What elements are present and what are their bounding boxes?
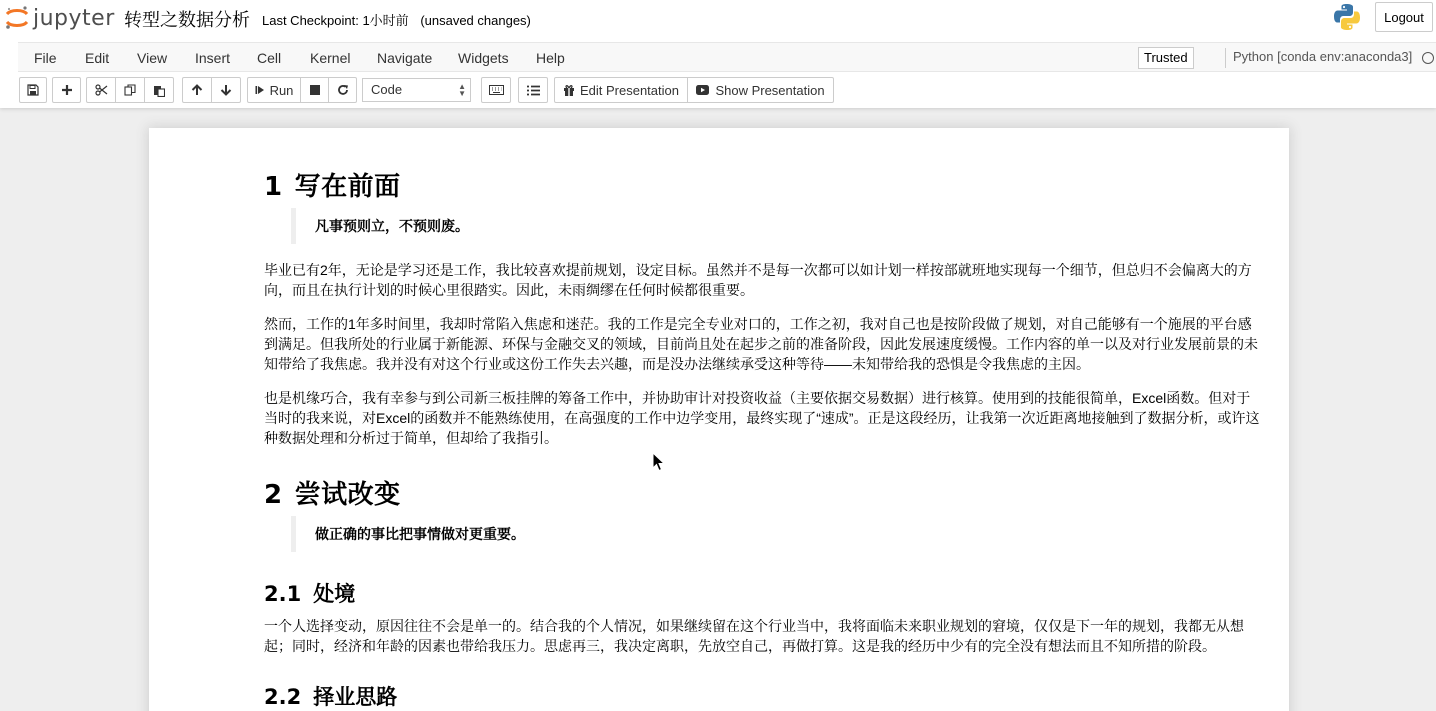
section-number: 2	[264, 480, 283, 510]
copy-icon	[124, 84, 136, 96]
cell-type-select[interactable]	[362, 78, 471, 102]
select-arrows-icon: ▲ ▼	[458, 82, 466, 98]
step-forward-icon	[255, 85, 265, 95]
insert-cell-button[interactable]	[52, 77, 81, 103]
subsection-heading-2-1	[264, 578, 355, 608]
header	[0, 0, 1436, 108]
restart-button[interactable]	[328, 77, 357, 103]
last-checkpoint: Last Checkpoint: 1小时前	[262, 13, 409, 28]
gift-icon	[563, 84, 575, 96]
subsection-heading-2-2	[264, 681, 397, 711]
keyboard-group	[481, 77, 511, 103]
logo-text: jupyter	[33, 5, 115, 31]
top-bar	[0, 0, 1436, 38]
notebook-container	[149, 128, 1289, 711]
command-palette-button[interactable]	[481, 77, 511, 103]
keyboard-icon	[489, 85, 504, 95]
checkpoint-status	[262, 10, 531, 29]
menu-widgets[interactable]: Widgets	[458, 50, 509, 66]
jupyter-logo-icon	[4, 5, 30, 31]
run-group	[247, 77, 357, 103]
section-number: 2.2	[264, 685, 302, 709]
menu-help[interactable]: Help	[536, 50, 565, 66]
insert-group	[52, 77, 81, 103]
menu-kernel[interactable]: Kernel	[310, 50, 351, 66]
menu-navigate[interactable]: Navigate	[377, 50, 433, 66]
section-title: 择业思路	[313, 685, 398, 709]
scissors-icon	[95, 84, 108, 96]
blockquote-1: 凡事预则立，不预则废。	[291, 208, 1271, 244]
run-button[interactable]	[247, 77, 301, 103]
arrow-down-icon	[220, 84, 232, 96]
edit-presentation-button[interactable]	[554, 77, 688, 103]
autosave-status: (unsaved changes)	[420, 13, 531, 28]
jupyter-logo[interactable]	[4, 4, 115, 32]
paragraph-3: 也是机缘巧合，我有幸参与到公司新三板挂牌的筹备工作中，并协助审计对投资收益（主要依据交易数据）进行核算。使用到的技能很简单，Excel函数。但对于当时的我来说，对Excel的函数并不能熟练使用，在高强度的工作中边学变用，最终实现了“速成”。正是这段经历，让我第一次近距离地接触到了数据分析，或许这种数据处理和分析过于简单，但却给了我指引。	[264, 390, 1260, 446]
section-heading-1	[264, 166, 401, 203]
show-presentation-label: Show Presentation	[715, 82, 825, 98]
toc-group	[518, 77, 548, 103]
interrupt-button[interactable]	[300, 77, 329, 103]
cut-button[interactable]	[86, 77, 116, 103]
kernel-divider	[1225, 48, 1226, 68]
paste-button[interactable]	[144, 77, 174, 103]
toolbar	[0, 76, 1436, 106]
menu-view[interactable]: View	[137, 50, 168, 66]
section-number: 2.1	[264, 582, 302, 606]
paragraph-2: 然而，工作的1年多时间里，我却时常陷入焦虑和迷茫。我的工作是完全专业对口的，工作之初，我对自己也是按阶段做了规划，对自己能够有一个施展的平台感到满足。但我所处的行业属于新能源、环保与金融交叉的领域，目前尚且处在起步之前的准备阶段，因此发展速度缓慢。工作内容的单一以及对行业发展前景的未知带给了我焦虑。我并没有对这个行业或这份工作失去兴趣，而是没办法继续承受这种等待——未知带给我的恐惧是令我焦虑的主因。	[264, 316, 1258, 372]
presentation-group	[554, 77, 834, 103]
save-button[interactable]	[19, 77, 47, 103]
move-down-button[interactable]	[211, 77, 241, 103]
show-presentation-button[interactable]	[687, 77, 834, 103]
trusted-indicator[interactable]: Trusted	[1138, 47, 1194, 69]
move-up-button[interactable]	[182, 77, 212, 103]
toc-button[interactable]	[518, 77, 548, 103]
section-title: 尝试改变	[294, 480, 401, 510]
notebook-title[interactable]: 转型之数据分析	[124, 10, 250, 30]
section-title: 写在前面	[294, 172, 401, 202]
arrow-up-icon	[191, 84, 203, 96]
list-icon	[527, 85, 540, 96]
section-number: 1	[264, 172, 283, 202]
paragraph-4: 一个人选择变动，原因往往不会是单一的。结合我的个人情况，如果继续留在这个行业当中，我将面临未来职业规划的窘境，仅仅是下一年的规划，我都无从想起；同时，经济和年龄的因素也带给我压力。思虑再三，我决定离职，先放空自己，再做打算。这是我的经历中少有的完全没有想法而且不知所措的阶段。	[264, 618, 1244, 654]
save-group	[19, 77, 47, 103]
edit-presentation-label: Edit Presentation	[579, 82, 679, 98]
menu-file[interactable]: File	[34, 50, 57, 66]
section-heading-2	[264, 474, 401, 511]
stop-icon	[310, 85, 320, 95]
menu-insert[interactable]: Insert	[195, 50, 231, 66]
menubar	[18, 42, 1436, 72]
move-group	[182, 77, 241, 103]
paste-icon	[153, 84, 165, 97]
logout-button[interactable]: Logout	[1375, 2, 1433, 32]
mouse-pointer-icon	[652, 452, 666, 472]
clipboard-group	[86, 77, 174, 103]
cell-type-value: Code	[371, 82, 403, 97]
plus-icon	[61, 84, 73, 96]
blockquote-2: 做正确的事比把事情做对更重要。	[291, 516, 1271, 552]
copy-button[interactable]	[115, 77, 145, 103]
section-title: 处境	[313, 582, 356, 606]
kernel-idle-icon	[1422, 52, 1434, 64]
kernel-name: Python [conda env:anaconda3]	[1233, 49, 1413, 64]
refresh-icon	[337, 84, 349, 96]
run-label: Run	[269, 82, 294, 98]
menu-cell[interactable]: Cell	[257, 50, 282, 66]
youtube-play-icon	[696, 85, 709, 95]
python-logo-icon	[1332, 2, 1362, 32]
menu-edit[interactable]: Edit	[85, 50, 110, 66]
paragraph-1: 毕业已有2年，无论是学习还是工作，我比较喜欢提前规划，设定目标。虽然并不是每一次都可以如计划一样按部就班地实现每一个细节，但总归不会偏离大的方向，而且在执行计划的时候心里很踏实。因此，未雨绸缪在任何时候都很重要。	[264, 262, 1252, 298]
save-icon	[27, 84, 39, 96]
